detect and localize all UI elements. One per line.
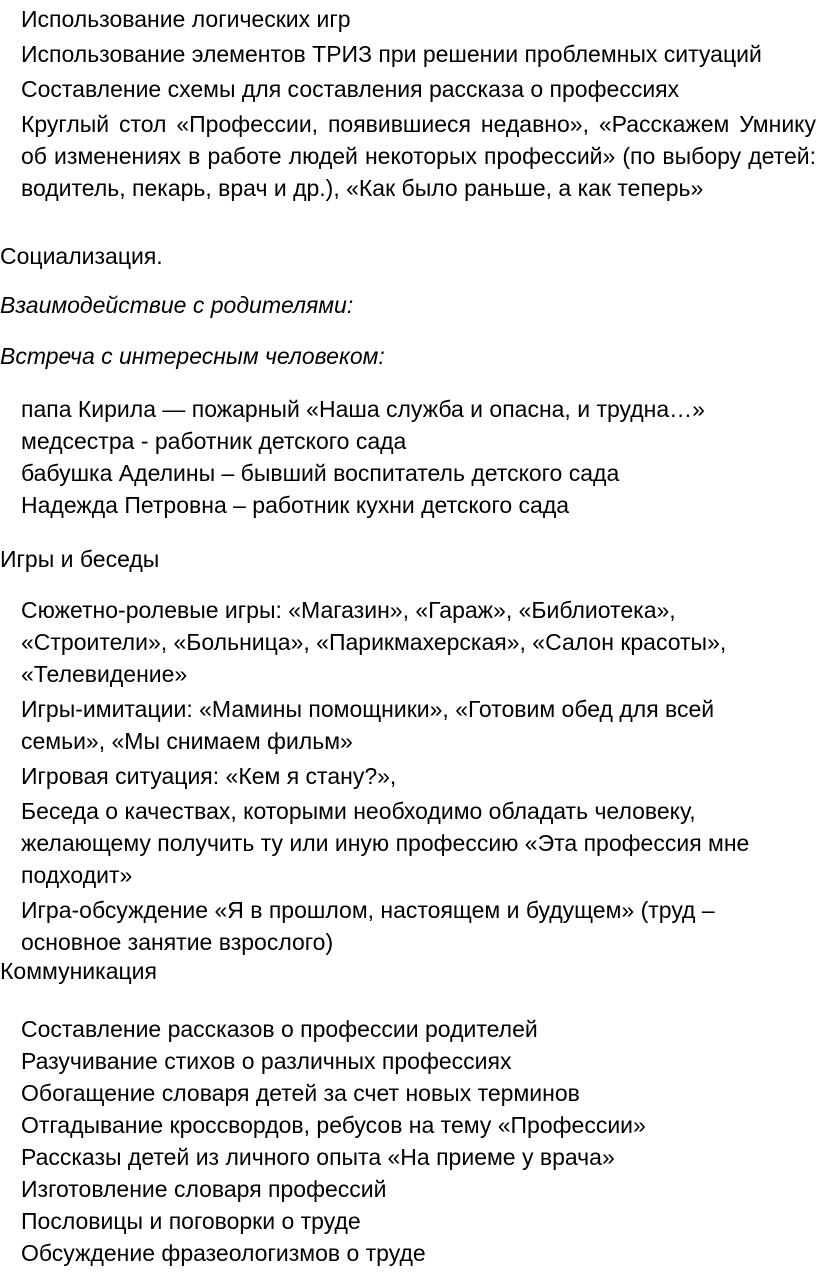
communication-list [0,1013,800,1269]
list-item: Сюжетно-ролевые игры: «Магазин», «Гараж», «Библиотека», «Строители», «Больница», «Парикмахерская», «Салон красоты», «Телевидение» [21,597,727,687]
list-item: Обсуждение фразеологизмов о труде [21,1240,426,1266]
activities-list [0,3,816,207]
list-item: Использование элементов ТРИЗ при решении проблемных ситуаций [21,41,762,67]
list-item: Круглый стол «Профессии, появившиеся недавно», «Расскажем Умнику об изменениях в работе людей некоторых профессий» (по выбору детей: водитель, пекарь, врач и др.), «Как было раньше, а как теперь» [21,111,816,201]
list-item: Игры-имитации: «Мамины помощники», «Готовим обед для всей семьи», «Мы снимаем фильм» [21,696,715,754]
list-item: Составление рассказов о профессии родителей [21,1016,538,1042]
section-heading-communication: Коммуникация [0,958,157,984]
list-item: Игра-обсуждение «Я в прошлом, настоящем и будущем» (труд – основное занятие взрослого) [21,897,715,955]
list-item: Игровая ситуация: «Кем я стану?», [21,763,397,789]
games-list [0,594,800,961]
list-item: Обогащение словаря детей за счет новых терминов [21,1080,580,1106]
meeting-list [0,393,816,521]
list-item: Разучивание стихов о различных профессиях [21,1048,512,1074]
list-item: Изготовление словаря профессий [21,1176,387,1202]
list-item: Пословицы и поговорки о труде [21,1208,361,1234]
list-item: Составление схемы для составления рассказа о профессиях [21,76,680,102]
list-item: Рассказы детей из личного опыта «На приеме у врача» [21,1144,615,1170]
list-item: папа Кирила — пожарный «Наша служба и опасна, и трудна…» [21,396,705,422]
list-item: бабушка Аделины – бывший воспитатель детского сада [21,460,620,486]
list-item: Отгадывание кроссвордов, ребусов на тему «Профессии» [21,1112,646,1138]
list-item: Беседа о качествах, которыми необходимо обладать человеку, желающему получить ту или иную профессию «Эта профессия мне подходит» [21,798,750,888]
section-heading-games: Игры и беседы [0,546,160,572]
list-item: Использование логических игр [21,6,351,32]
list-item: медсестра - работник детского сада [21,428,407,454]
section-heading-parents: Взаимодействие с родителями: [0,292,354,318]
section-heading-socialization: Социализация. [0,243,163,269]
list-item: Надежда Петровна – работник кухни детского сада [21,492,570,518]
section-heading-meeting: Встреча с интересным человеком: [0,343,385,369]
